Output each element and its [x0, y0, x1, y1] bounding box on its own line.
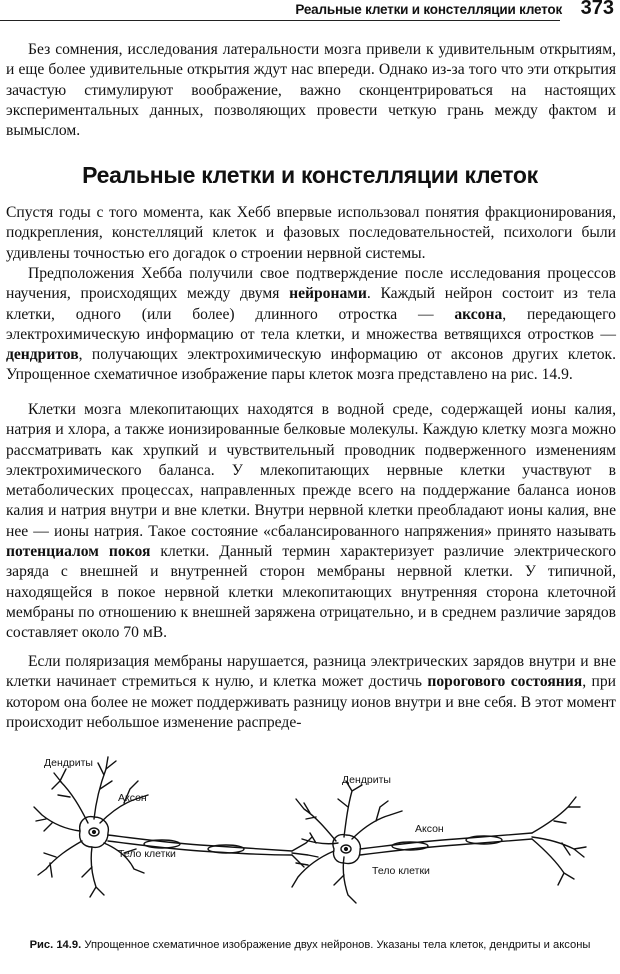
paragraph-2-text-4: , получающих электрохимическую информацию от аксонов других клеток. Упрощенное схематичное изображение пары клеток мозга представлено на рис. 14.9.	[6, 346, 616, 384]
right-dendrites	[292, 781, 402, 903]
label-body-right: Тело клетки	[372, 865, 430, 877]
term-resting-potential: потенциалом покоя	[6, 543, 151, 561]
header-rule	[0, 20, 560, 21]
paragraph-2-text-3: , передающего электрохимическую информацию от тела клетки, и множества ветвящихся отростков —	[6, 305, 616, 343]
intro-paragraph: Без сомнения, исследования латеральности мозга привели к удивительным открытиям, и еще более удивительные открытия ждут нас впереди. Однако из-за того что эти открытия зачастую стимулируют воображение, важно сконцентрироваться на настоящих экспериментальных данных, позволяющих провести четкую грань между фактом и вымыслом.	[6, 41, 616, 140]
paragraph-1: Спустя годы с того момента, как Хебб впервые использовал понятия фракционирования, подкрепления, констелляций клеток и фазовых последовательностей, психологи были удивлены точностью его догадок о строении нервной системы.	[6, 204, 616, 262]
neuron-figure	[0, 745, 620, 925]
label-axon-right: Аксон	[415, 823, 444, 835]
running-header-title: Реальные клетки и констелляции клеток	[295, 2, 562, 17]
label-dendrites-left: Дендриты	[44, 757, 93, 769]
paragraph-3-text-2: клетки. Данный термин характеризует различие электрического заряда с внешней и внутренней сторон мембраны нервной клетки. У типичной, находящейся в покое нервной клетки млекопитающих внутренняя сторона клеточной мембраны по отношению к внешней заряжена отрицательно, и в среднем различие зарядов составляет около 70 мВ.	[6, 543, 616, 642]
caption-prefix: Рис. 14.9.	[29, 939, 82, 951]
term-neurons: нейронами	[289, 285, 367, 303]
figure-caption	[20, 938, 600, 953]
paragraph-2-text-2: . Каждый нейрон состоит из тела клетки, одного (или более) длинного отростка —	[6, 285, 617, 323]
running-header	[0, 0, 620, 26]
label-dendrites-right: Дендриты	[342, 774, 391, 786]
term-dendrites: дендритов	[6, 346, 79, 364]
term-threshold-state: порогового состояния	[427, 673, 583, 691]
left-dendrites	[34, 757, 148, 897]
label-body-left: Тело клетки	[118, 848, 176, 860]
paragraph-2	[6, 264, 616, 386]
paragraph-3-text-1: Клетки мозга млекопитающих находятся в водной среде, содержащей ионы калия, натрия и хлора, а также ионизированные белковые молекулы. Каждую клетку мозга можно рассматривать как хрупкий и чувствительный проводник подверженного изменениям электрохимического баланса. У млекопитающих нервные клетки участвуют в метаболических процессах, направленных прежде всего на поддержание баланса ионов калия и натрия внутри и вне клетки. Внутри нервной клетки преобладают ионы калия, вне нее — ионы натрия. Такое состояние «сбалансированного напряжения» принято называть	[6, 401, 616, 540]
right-nucleolus	[345, 848, 348, 851]
paragraph-4-text-1: Если поляризация мембраны нарушается, разница электрических зарядов внутри и вне клетки начинает стремиться к нулю, и клетка может достичь	[6, 653, 616, 691]
neuron-illustration	[0, 745, 620, 925]
left-nucleolus	[93, 831, 96, 834]
caption-text: Упрощенное схематичное изображение двух нейронов. Указаны тела клеток, дендриты и аксоны	[81, 939, 591, 951]
section-title: Реальные клетки и констелляции клеток	[82, 162, 538, 188]
label-axon-left: Аксон	[118, 792, 147, 804]
term-axon: аксона	[454, 305, 503, 323]
paragraph-4	[6, 652, 616, 733]
paragraph-4-text-2: , при котором она более не может поддерживать разницу ионов внутри и вне себя. В этот момент происходит небольшое изменение распреде-	[6, 673, 616, 731]
paragraph-3	[6, 400, 616, 644]
paragraph-2-text-1: Предположения Хебба получили свое подтверждение после исследования процессов научения, происходящих между двумя	[6, 265, 616, 303]
page-number: 373	[580, 0, 614, 19]
